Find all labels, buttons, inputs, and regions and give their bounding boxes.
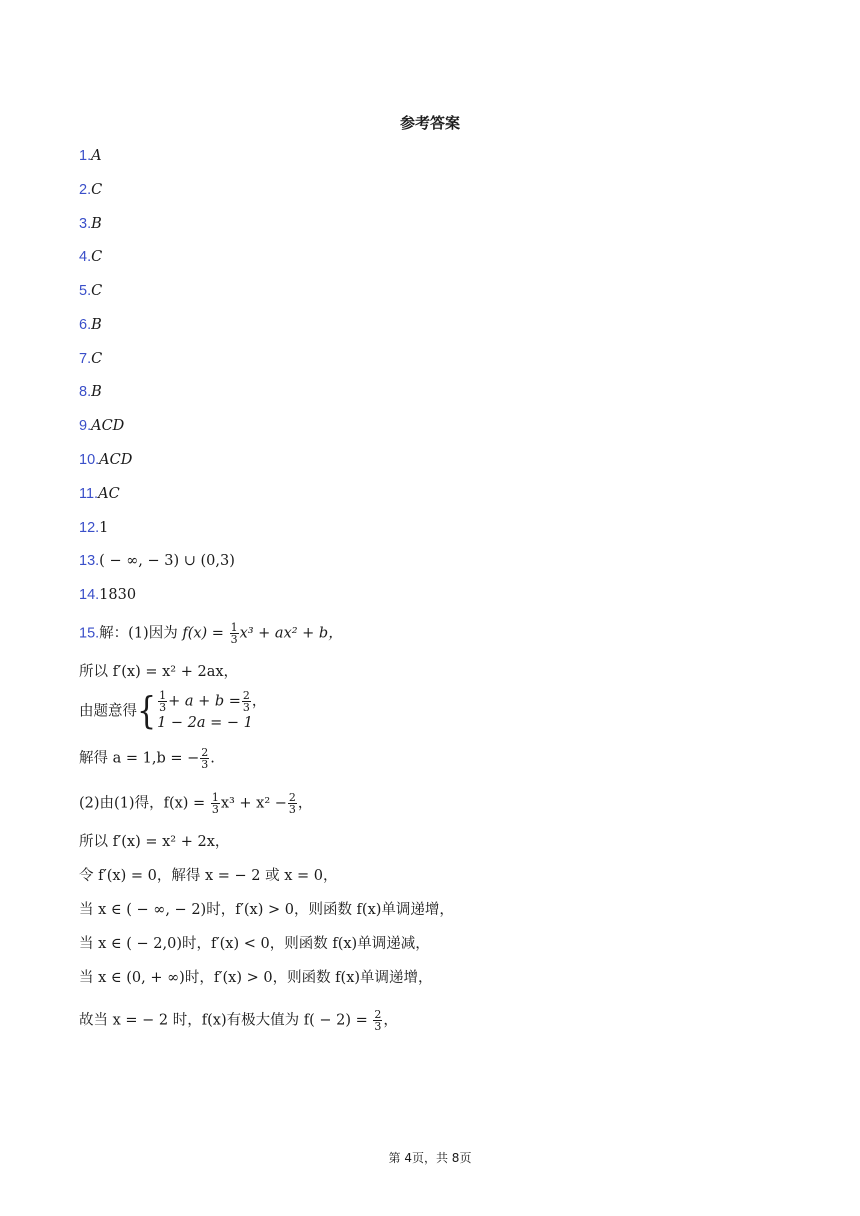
fraction: $\frac{1}{3}$	[230, 621, 238, 646]
question-number: 5.	[79, 283, 92, 299]
answer-value: ( − ∞, − 3) ∪ (0,3)	[99, 553, 235, 569]
solution-line-11: 故当 x = − 2 时，f(x)有极大值为 f( − 2) = $\frac{2}{3}$ ，	[79, 1008, 398, 1033]
answer-line	[79, 281, 102, 301]
answer-value: B	[91, 216, 102, 232]
answer-value: B	[91, 317, 102, 333]
brace-symbol: {	[137, 689, 157, 733]
solution-line-2: 所以 f′(x) = x² + 2ax，	[79, 664, 239, 680]
answer-line	[79, 214, 102, 234]
question-number: 12.	[79, 520, 100, 536]
question-number: 14.	[79, 587, 100, 603]
question-number: 9.	[79, 418, 92, 434]
answer-value: 1830	[99, 587, 137, 603]
answer-line	[79, 450, 132, 470]
solution-line-5: (2)由(1)得，f(x) = $\frac{1}{3}$ x³ + x² − $\frac{2}{3}$ ，	[79, 791, 313, 816]
page-title: 参考答案	[399, 114, 460, 132]
question-number: 2.	[79, 182, 92, 198]
equation-system: $\frac{1}{3}$ + a + b = $\frac{2}{3}$ ， 1 − 2a = − 1	[157, 689, 267, 731]
answer-value: 1	[99, 520, 109, 536]
answer-line	[79, 382, 102, 402]
question-number: 11.	[79, 486, 99, 502]
solution-line-6: 所以 f′(x) = x² + 2x，	[79, 834, 230, 850]
answer-value: B	[91, 384, 102, 400]
solution-line-7: 令 f′(x) = 0，解得 x = − 2 或 x = 0，	[79, 868, 338, 884]
answer-value: C	[91, 249, 103, 265]
answer-value: C	[91, 182, 103, 198]
answer-line	[79, 416, 124, 436]
solution-line-10: 当 x ∈ (0, + ∞)时，f′(x) > 0，则函数 f(x)单调递增，	[79, 970, 433, 986]
solution-line-8: 当 x ∈ ( − ∞, − 2)时，f′(x) > 0，则函数 f(x)单调递增，	[79, 902, 454, 918]
answer-value: ACD	[91, 418, 125, 434]
solution-line-4: 解得 a = 1,b = − $\frac{2}{3}$ .	[79, 746, 215, 771]
answer-line	[79, 551, 235, 571]
answer-line	[79, 180, 102, 200]
question-number: 10.	[79, 452, 100, 468]
answer-value: ACD	[99, 452, 133, 468]
answer-line	[79, 518, 108, 538]
answer-line	[79, 247, 102, 267]
solution-line-1: 15.解：(1)因为 f(x) = $\frac{1}{3}$ x³ + ax² + b，	[79, 621, 343, 646]
answer-line	[79, 349, 102, 369]
answer-line	[79, 484, 120, 504]
question-number: 4.	[79, 249, 92, 265]
answer-line	[79, 146, 102, 166]
question-number: 1.	[79, 148, 92, 164]
answer-line	[79, 585, 136, 605]
question-number: 8.	[79, 384, 92, 400]
question-number: 6.	[79, 317, 92, 333]
answer-value: C	[91, 283, 103, 299]
solution-line-9: 当 x ∈ ( − 2,0)时，f′(x) < 0，则函数 f(x)单调递减，	[79, 936, 430, 952]
answer-line	[79, 315, 102, 335]
answer-value: A	[91, 148, 102, 164]
answer-value: C	[91, 351, 103, 367]
question-number: 13.	[79, 553, 100, 569]
question-number: 15.	[79, 625, 100, 642]
question-number: 3.	[79, 216, 92, 232]
answer-value: AC	[98, 486, 120, 502]
question-number: 7.	[79, 351, 92, 367]
page-footer: 第 4页，共 8页	[388, 1151, 472, 1165]
solution-line-3: 由题意得{ $\frac{1}{3}$ + a + b = $\frac{2}{3}$ ， 1 − 2a = − 1	[79, 689, 267, 733]
